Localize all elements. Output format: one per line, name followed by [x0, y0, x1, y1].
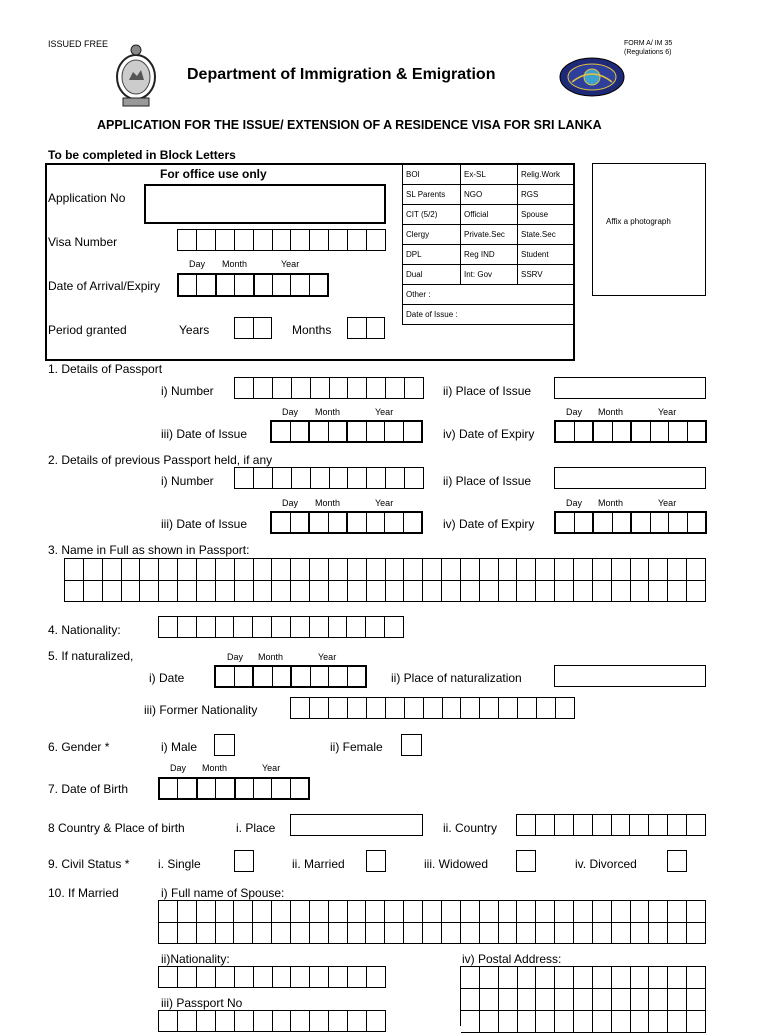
- section2-title: 2. Details of previous Passport held, if any: [48, 453, 273, 467]
- male-label: i) Male: [161, 740, 198, 754]
- code-cell[interactable]: Clergy: [403, 225, 461, 245]
- months-boxes[interactable]: [347, 317, 385, 339]
- dmy-day: Day: [170, 763, 187, 773]
- months-label: Months: [292, 323, 332, 337]
- dmy-year: Year: [658, 498, 677, 508]
- postal-address-label: iv) Postal Address:: [462, 952, 562, 966]
- visa-number-boxes[interactable]: [177, 229, 386, 251]
- dmy-year: Year: [658, 407, 677, 417]
- prev-number-label: i) Number: [161, 474, 214, 488]
- dmy-year: Year: [262, 763, 281, 773]
- block-letters-instruction: To be completed in Block Letters: [48, 148, 236, 162]
- birth-country-boxes[interactable]: [516, 814, 706, 836]
- full-name-grid[interactable]: [64, 558, 706, 602]
- code-cell[interactable]: Int: Gov: [461, 265, 518, 285]
- nationality-boxes[interactable]: [158, 616, 404, 638]
- date-issue-cell[interactable]: Date of Issue :: [403, 305, 574, 325]
- nat-place-field[interactable]: [554, 665, 706, 687]
- issued-free-label: ISSUED FREE: [48, 39, 109, 49]
- spouse-nationality-label: ii)Nationality:: [161, 952, 230, 966]
- section6-title: 6. Gender *: [48, 740, 110, 754]
- section10-title: 10. If Married: [48, 886, 119, 900]
- code-cell[interactable]: RGS: [518, 185, 574, 205]
- dmy-year: Year: [375, 407, 394, 417]
- years-boxes[interactable]: [234, 317, 272, 339]
- passport-number-label: i) Number: [161, 384, 214, 398]
- dmy-day: Day: [227, 652, 244, 662]
- section4-title: 4. Nationality:: [48, 623, 121, 637]
- former-nationality-boxes[interactable]: [290, 697, 575, 719]
- nat-place-label: ii) Place of naturalization: [391, 671, 522, 685]
- date-arrival-label: Date of Arrival/Expiry: [48, 279, 161, 293]
- department-title: Department of Immigration & Emigration: [187, 66, 496, 83]
- nat-date-boxes[interactable]: [214, 665, 367, 688]
- code-cell[interactable]: DPL: [403, 245, 461, 265]
- code-cell[interactable]: BOI: [403, 165, 461, 185]
- prev-date-issue-label: iii) Date of Issue: [161, 517, 248, 531]
- spouse-name-grid[interactable]: [158, 900, 706, 944]
- code-cell[interactable]: Official: [461, 205, 518, 225]
- former-nationality-label: iii) Former Nationality: [144, 703, 258, 717]
- dmy-day: Day: [566, 498, 583, 508]
- dob-boxes[interactable]: [158, 777, 310, 800]
- dmy-month: Month: [202, 763, 228, 773]
- prev-number-boxes[interactable]: [234, 467, 424, 489]
- widowed-label: iii. Widowed: [424, 857, 489, 871]
- section7-title: 7. Date of Birth: [48, 782, 129, 796]
- nat-date-label: i) Date: [149, 671, 185, 685]
- code-cell[interactable]: NGO: [461, 185, 518, 205]
- code-cell[interactable]: SL Parents: [403, 185, 461, 205]
- birth-place-field[interactable]: [290, 814, 423, 836]
- period-granted-label: Period granted: [48, 323, 127, 337]
- dmy-year: Year: [375, 498, 394, 508]
- dmy-year: Year: [318, 652, 337, 662]
- years-label: Years: [179, 323, 210, 337]
- office-use-heading: For office use only: [160, 167, 267, 181]
- dmy-month: Month: [315, 498, 341, 508]
- divorced-label: iv. Divorced: [575, 857, 637, 871]
- date-issue-boxes[interactable]: [270, 420, 423, 443]
- office-codes-table: [402, 164, 574, 325]
- section5-title: 5. If naturalized,: [48, 649, 134, 663]
- date-issue-label: iii) Date of Issue: [161, 427, 248, 441]
- birth-country-label: ii. Country: [443, 821, 498, 835]
- application-no-label: Application No: [48, 191, 126, 205]
- form-code: FORM A/ IM 35: [624, 40, 673, 47]
- photo-box[interactable]: [592, 163, 706, 296]
- prev-date-expiry-label: iv) Date of Expiry: [443, 517, 535, 531]
- code-cell[interactable]: SSRV: [518, 265, 574, 285]
- prev-place-issue-field[interactable]: [554, 467, 706, 489]
- dmy-month: Month: [598, 407, 624, 417]
- code-cell[interactable]: Relig.Work: [518, 165, 574, 185]
- form-title: APPLICATION FOR THE ISSUE/ EXTENSION OF A RESIDENCE VISA FOR SRI LANKA: [97, 118, 602, 132]
- female-label: ii) Female: [330, 740, 383, 754]
- spouse-passport-boxes[interactable]: [158, 1010, 386, 1032]
- dmy-day: Day: [282, 407, 299, 417]
- section1-title: 1. Details of Passport: [48, 362, 163, 376]
- place-issue-field[interactable]: [554, 377, 706, 399]
- male-checkbox[interactable]: [214, 734, 235, 756]
- date-arrival-boxes[interactable]: [177, 273, 329, 297]
- spouse-name-label: i) Full name of Spouse:: [161, 886, 285, 900]
- female-checkbox[interactable]: [401, 734, 422, 756]
- single-checkbox[interactable]: [234, 850, 254, 872]
- dmy-month: Month: [258, 652, 284, 662]
- widowed-checkbox[interactable]: [516, 850, 536, 872]
- date-expiry-boxes[interactable]: [554, 420, 707, 443]
- married-label: ii. Married: [292, 857, 345, 871]
- dmy-day: Day: [189, 259, 206, 269]
- single-label: i. Single: [158, 857, 201, 871]
- dmy-day: Day: [566, 407, 583, 417]
- section3-title: 3. Name in Full as shown in Passport:: [48, 543, 250, 557]
- dmy-day: Day: [282, 498, 299, 508]
- sri-lanka-emblem-icon: [113, 42, 159, 108]
- photo-label: Affix a photograph: [606, 217, 671, 226]
- section9-title: 9. Civil Status *: [48, 857, 130, 871]
- code-cell[interactable]: Spouse: [518, 205, 574, 225]
- dmy-month: Month: [315, 407, 341, 417]
- code-cell[interactable]: Dual: [403, 265, 461, 285]
- spouse-passport-label: iii) Passport No: [161, 996, 243, 1010]
- birth-place-label: i. Place: [236, 821, 276, 835]
- code-cell[interactable]: CIT (5/2): [403, 205, 461, 225]
- regulation: (Regulations 6): [624, 49, 672, 56]
- visa-number-label: Visa Number: [48, 235, 118, 249]
- dmy-year: Year: [281, 259, 300, 269]
- passport-number-boxes[interactable]: [234, 377, 424, 399]
- immigration-logo-icon: [558, 56, 626, 98]
- dmy-month: Month: [598, 498, 624, 508]
- code-cell[interactable]: Student: [518, 245, 574, 265]
- application-no-field[interactable]: [144, 184, 386, 224]
- dmy-month: Month: [222, 259, 248, 269]
- spouse-nationality-boxes[interactable]: [158, 966, 386, 988]
- place-issue-label: ii) Place of Issue: [443, 384, 532, 398]
- prev-place-issue-label: ii) Place of Issue: [443, 474, 532, 488]
- code-cell[interactable]: Private.Sec: [461, 225, 518, 245]
- divorced-checkbox[interactable]: [667, 850, 687, 872]
- section8-title: 8 Country & Place of birth: [48, 821, 185, 835]
- prev-date-issue-boxes[interactable]: [270, 511, 423, 534]
- married-checkbox[interactable]: [366, 850, 386, 872]
- prev-date-expiry-boxes[interactable]: [554, 511, 707, 534]
- postal-address-grid[interactable]: [460, 966, 706, 1026]
- code-cell[interactable]: Ex-SL: [461, 165, 518, 185]
- code-cell[interactable]: State.Sec: [518, 225, 574, 245]
- other-cell[interactable]: Other :: [403, 285, 574, 305]
- date-expiry-label: iv) Date of Expiry: [443, 427, 535, 441]
- code-cell[interactable]: Reg IND: [461, 245, 518, 265]
